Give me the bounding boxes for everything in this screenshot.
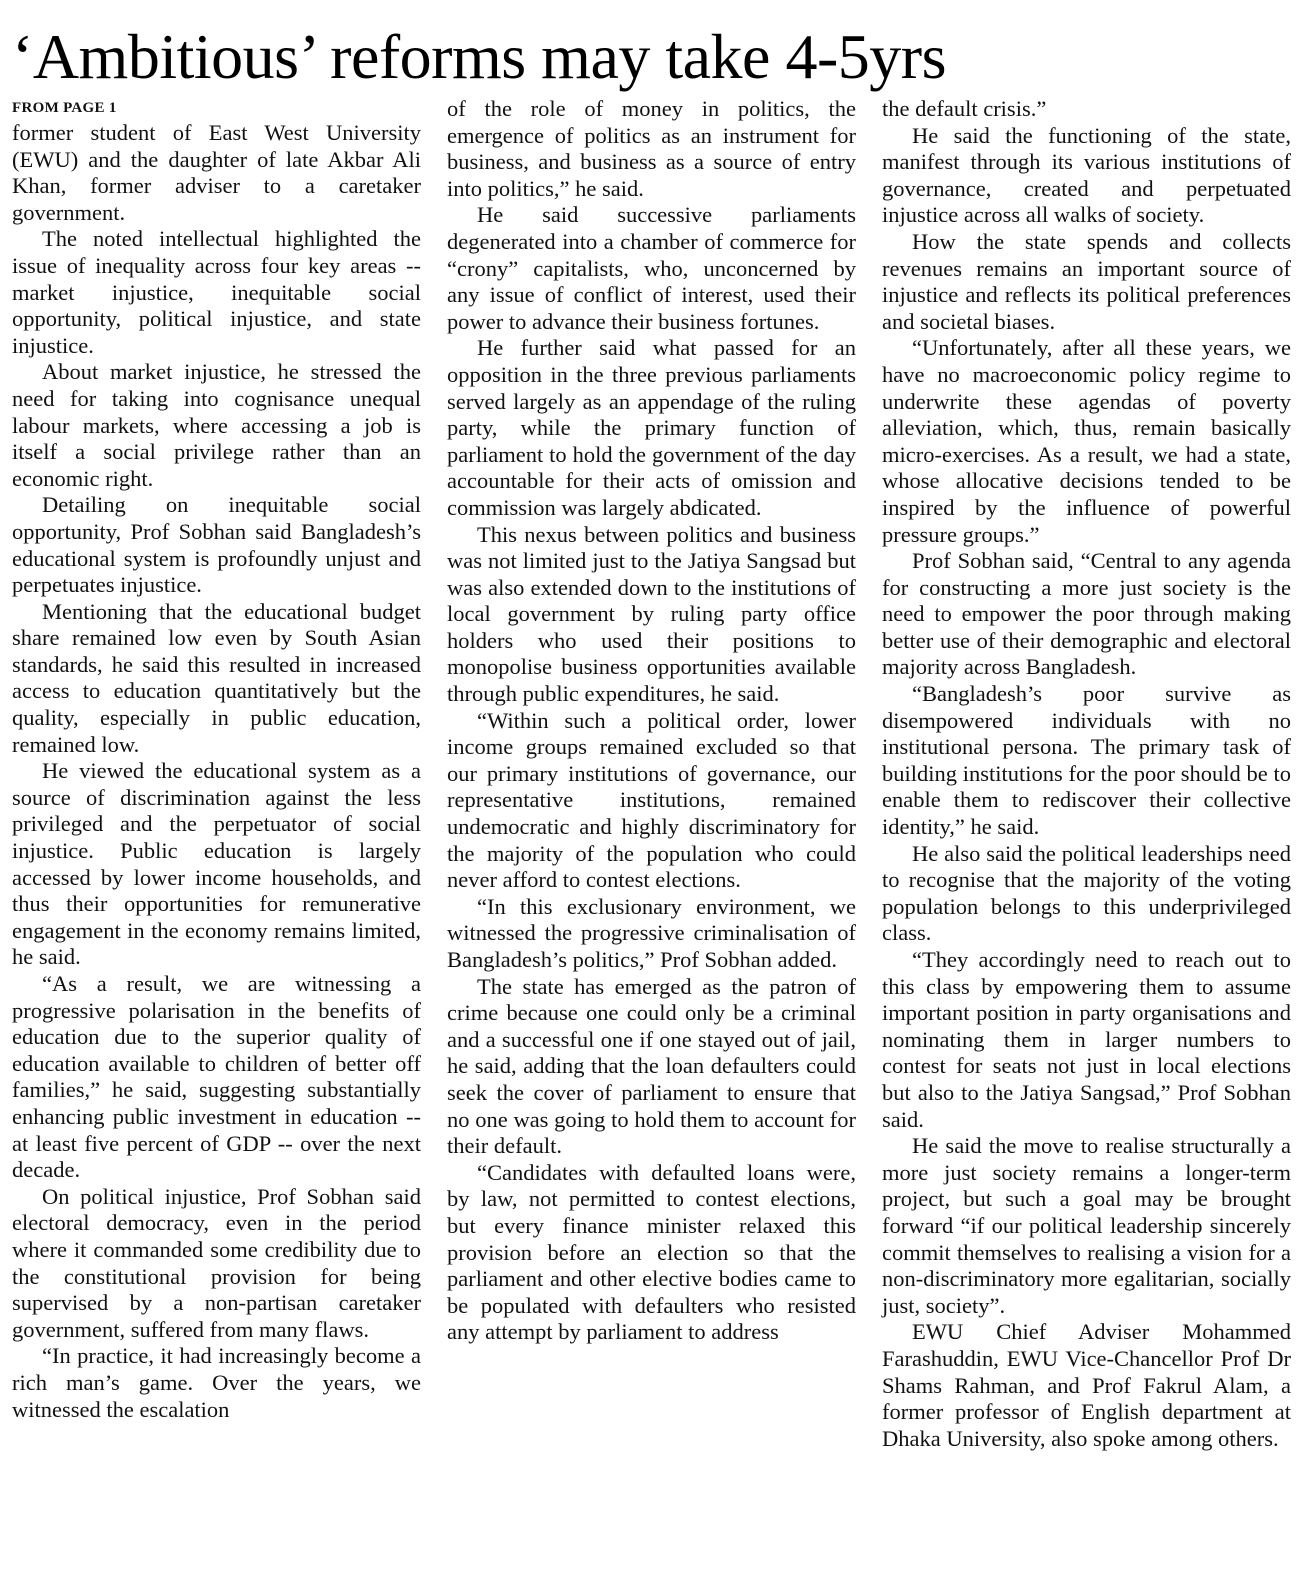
article-body <box>12 96 1291 1590</box>
paragraph: The state has emerged as the patron of crime because one could only be a criminal and a successful one if one stayed out of jail, he said, adding that the loan defaulters could seek the cover of parliament to ensure that no one was going to hold them to account for their default. <box>447 973 856 1159</box>
paragraph: the default crisis.” <box>882 96 1047 121</box>
headline: ‘Ambitious’ reforms may take 4-5yrs <box>12 21 946 92</box>
paragraph: How the state spends and collects revenues remains an important source of injustice and reflects its political preferences and societal biases. <box>882 228 1291 334</box>
paragraph: He also said the political leaderships need to recognise that the majority of the voting population belongs to this underprivileged class. <box>882 840 1291 946</box>
paragraph: “They accordingly need to reach out to this class by empowering them to assume important position in party organisations and nominating them in larger numbers to contest for seats not just in local elections but also to the Jatiya Sangsad,” Prof Sobhan said. <box>882 947 1291 1132</box>
paragraph: “In practice, it had increasingly become a rich man’s game. Over the years, we witnessed the escalation <box>12 1343 421 1422</box>
paragraph: He said the move to realise structurally a more just society remains a longer-term project, but such a goal may be brought forward “if our political leadership sincerely commit themselves to realising a vision for a non-discriminatory more egalitarian, socially just, society”. <box>882 1133 1291 1318</box>
column-2 <box>447 96 856 1590</box>
paragraph: Detailing on inequitable social opportunity, Prof Sobhan said Bangladesh’s educational system is profoundly unjust and perpetuates injustice. <box>12 492 421 598</box>
paragraph: “Unfortunately, after all these years, we have no macroeconomic policy regime to underwrite these agendas of poverty alleviation, which, thus, remain basically micro-exercises. As a result, we had a state, whose allocative decisions tended to be inspired by the influence of powerful pressure groups.” <box>882 335 1291 547</box>
paragraph: former student of East West University (EWU) and the daughter of late Akbar Ali Khan, former adviser to a caretaker government. <box>12 120 421 225</box>
paragraph: “Within such a political order, lower income groups remained excluded so that our primary institutions of governance, our representative institutions, remained undemocratic and highly discriminatory for the majority of the population who could never afford to contest elections. <box>447 707 856 893</box>
paragraph: He further said what passed for an opposition in the three previous parliaments served largely as an appendage of the ruling party, while the primary function of parliament to hold the government of the day accountable for their acts of omission and commission was largely abdicated. <box>447 335 856 520</box>
paragraph: “In this exclusionary environment, we witnessed the progressive criminalisation of Bangladesh’s politics,” Prof Sobhan added. <box>447 893 856 972</box>
paragraph: Prof Sobhan said, “Central to any agenda for constructing a more just society is the need to empower the poor through making better use of their demographic and electoral majority across Bangladesh. <box>882 548 1291 680</box>
paragraph: He said the functioning of the state, manifest through its various institutions of governance, created and perpetuated injustice across all walks of society. <box>882 122 1291 228</box>
paragraph: Mentioning that the educational budget share remained low even by South Asian standards, he said this resulted in increased access to education quantitatively but the quality, especially in public education, remained low. <box>12 598 421 757</box>
paragraph: “Candidates with defaulted loans were, by law, not permitted to contest elections, but every finance minister relaxed this provision before an election so that the parliament and other elective bodies came to be populated with defaulters who resisted any attempt by parliament to address <box>447 1159 856 1345</box>
continued-from-label: FROM PAGE 1 <box>12 100 117 116</box>
paragraph: “Bangladesh’s poor survive as disempowered individuals with no institutional persona. The primary task of building institutions for the poor should be to enable them to rediscover their collective identity,” he said. <box>882 681 1291 840</box>
paragraph: On political injustice, Prof Sobhan said electoral democracy, even in the period where it commanded some credibility due to the constitutional provision for being supervised by a non-partisan caretaker government, suffered from many flaws. <box>12 1183 421 1342</box>
paragraph: He said successive parliaments degenerated into a chamber of commerce for “crony” capitalists, who, unconcerned by any issue of conflict of interest, used their power to advance their business fortunes. <box>447 202 856 334</box>
paragraph: About market injustice, he stressed the need for taking into cognisance unequal labour markets, where accessing a job is itself a social privilege rather than an economic right. <box>12 359 421 491</box>
paragraph: EWU Chief Adviser Mohammed Farashuddin, EWU Vice-Chancellor Prof Dr Shams Rahman, and Prof Fakrul Alam, a former professor of English department at Dhaka University, also spoke among others. <box>882 1319 1291 1451</box>
column-3 <box>882 96 1291 1590</box>
paragraph: “As a result, we are witnessing a progressive polarisation in the benefits of education due to the superior quality of education available to children of better off families,” he said, suggesting substantially enhancing public investment in education -- at least five percent of GDP -- over the next decade. <box>12 971 421 1183</box>
column-1 <box>12 96 421 1590</box>
paragraph: of the role of money in politics, the emergence of politics as an instrument for business, and business as a source of entry into politics,” he said. <box>447 96 856 201</box>
paragraph: The noted intellectual highlighted the issue of inequality across four key areas -- market injustice, inequitable social opportunity, political injustice, and state injustice. <box>12 226 421 358</box>
paragraph: This nexus between politics and business was not limited just to the Jatiya Sangsad but was also extended down to the institutions of local government by ruling party office holders who used their positions to monopolise business opportunities available through public expenditures, he said. <box>447 521 856 707</box>
paragraph: He viewed the educational system as a source of discrimination against the less privileged and the perpetuator of social injustice. Public education is largely accessed by lower income households, and thus their opportunities for remunerative engagement in the economy remains limited, he said. <box>12 758 421 970</box>
